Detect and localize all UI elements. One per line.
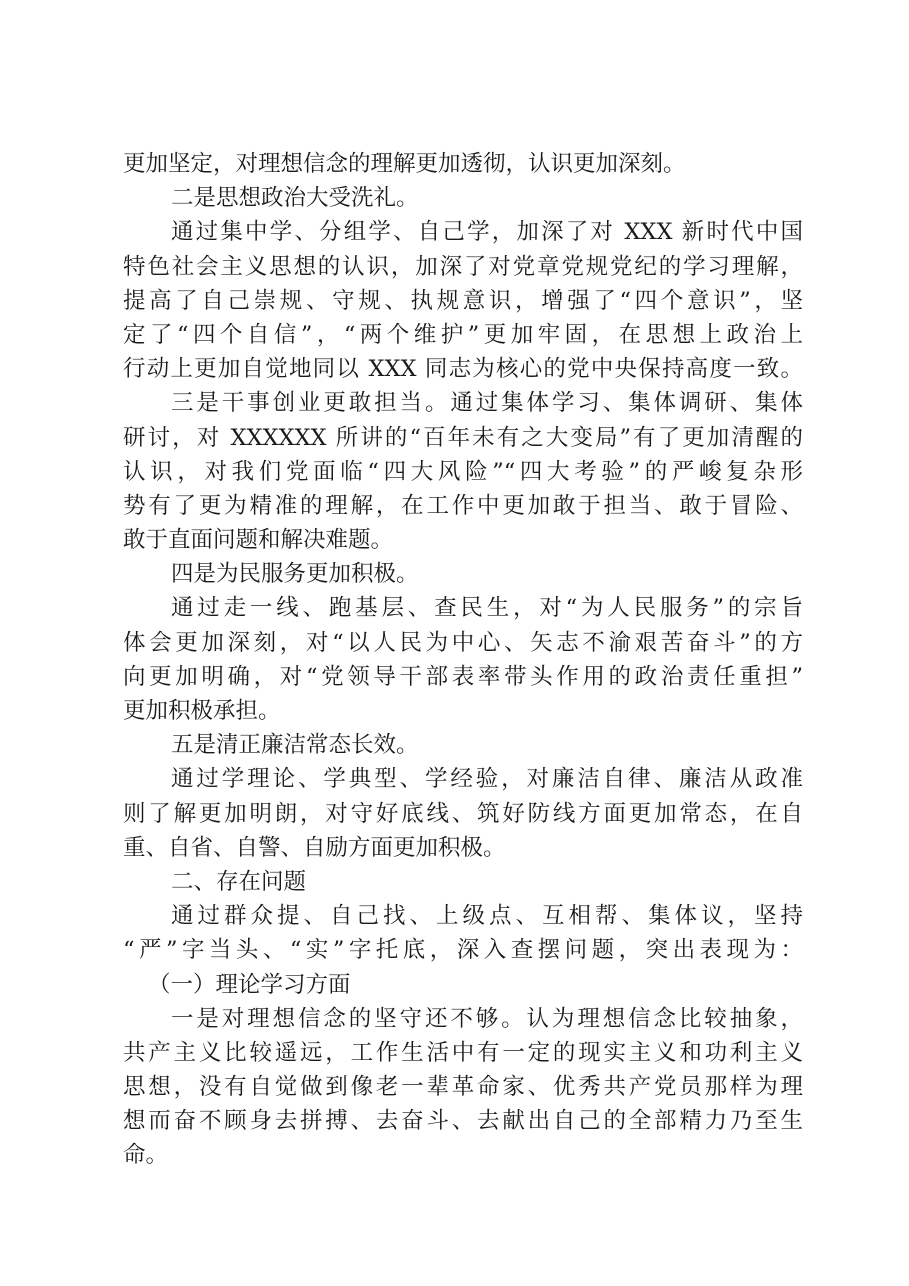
text-line: 敢于直面问题和解决难题。 <box>123 527 394 554</box>
text-line: 行动上更加自觉地同以 XXX 同志为核心的党中央保持高度一致。 <box>123 356 803 383</box>
text-line: 体会更加深刻，对“以人民为中心、矢志不渝艰苦奋斗”的方 <box>123 629 803 656</box>
section-heading: 四是为民服务更加积极。 <box>171 561 419 588</box>
section-heading: 五是清正廉洁常态长效。 <box>171 732 419 759</box>
section-heading: 二是思想政治大受洗礼。 <box>171 185 419 212</box>
text-line: 更加积极承担。 <box>123 698 281 724</box>
text-line: 通过走一线、跑基层、查民生，对“为人民服务”的宗旨 <box>171 595 803 622</box>
text-line: 通过群众提、自己找、上级点、互相帮、集体议，坚持 <box>171 903 803 930</box>
text-line: 势有了更为精准的理解，在工作中更加敢于担当、敢于冒险、 <box>123 492 803 519</box>
section-heading: 二、存在问题 <box>171 868 307 895</box>
text-line: 通过学理论、学典型、学经验，对廉洁自律、廉洁从政准 <box>171 766 803 793</box>
text-line: 认识，对我们党面临“四大风险”“四大考验”的严峻复杂形 <box>123 458 803 485</box>
text-line: 向更加明确，对“党领导干部表率带头作用的政治责任重担” <box>123 663 803 690</box>
text-line: 一是对理想信念的坚守还不够。认为理想信念比较抽象， <box>171 1005 803 1032</box>
text-line: 通过集中学、分组学、自己学，加深了对 XXX 新时代中国 <box>171 219 803 246</box>
text-line: “严”字当头、“实”字托底，深入查摆问题，突出表现为： <box>123 937 803 964</box>
text-line: 更加坚定，对理想信念的理解更加透彻，认识更加深刻。 <box>123 151 686 177</box>
text-line: 重、自省、自警、自励方面更加积极。 <box>123 834 506 861</box>
body-text <box>123 147 803 1173</box>
text-line: 研讨，对 XXXXXX 所讲的“百年未有之大变局”有了更加清醒的 <box>123 424 803 451</box>
text-line: 命。 <box>123 1142 169 1169</box>
subsection-heading: （一）理论学习方面 <box>148 971 351 998</box>
text-line: 定了“四个自信”，“两个维护”更加牢固，在思想上政治上 <box>123 321 803 348</box>
text-line: 三是干事创业更敢担当。通过集体学习、集体调研、集体 <box>171 390 803 417</box>
text-line: 提高了自己崇规、守规、执规意识，增强了“四个意识”，坚 <box>123 287 803 314</box>
text-line: 则了解更加明朗，对守好底线、筑好防线方面更加常态，在自 <box>123 800 803 827</box>
text-line: 共产主义比较遥远，工作生活中有一定的现实主义和功利主义 <box>123 1039 803 1066</box>
text-line: 思想，没有自觉做到像老一辈革命家、优秀共产党员那样为理 <box>123 1074 803 1101</box>
text-line: 想而奋不顾身去拼搏、去奋斗、去献出自己的全部精力乃至生 <box>123 1108 803 1135</box>
text-line: 特色社会主义思想的认识，加深了对党章党规党纪的学习理解， <box>123 253 803 280</box>
